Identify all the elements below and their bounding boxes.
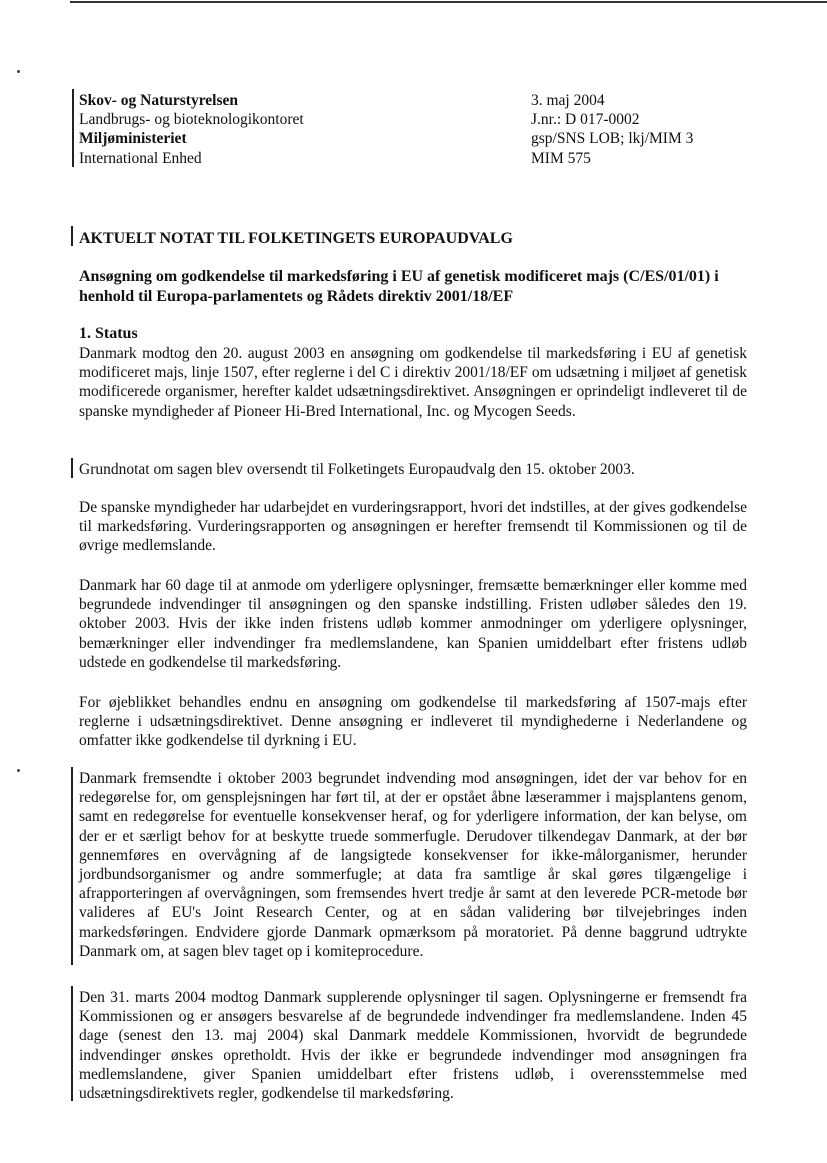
sender-unit: International Enhed (79, 149, 202, 167)
paragraph: Danmark har 60 dage til at anmode om yderligere oplysninger, fremsætte bemærkninger eller komme med begrundede indvendinger til ansøgningen og den spanske indstilling. Fristen udløber således den 19. oktober 2003. Hvis der ikke inden fristens udløb kommer anmodninger om yderligere oplysninger, bemærkninger eller indvendinger fra medlemslandene, kan Spanien umiddelbart efter fristens udløb udstede en godkendelse til markedsføring. (79, 577, 747, 671)
document-heading: AKTUELT NOTAT TIL FOLKETINGETS EUROPAUDVALG (79, 230, 513, 247)
journal-number: J.nr.: D 017-0002 (531, 111, 640, 129)
sender-agency: Skov- og Naturstyrelsen (79, 92, 239, 109)
margin-bar-header (72, 89, 74, 167)
paragraph: Den 31. marts 2004 modtog Danmark supplerende oplysninger til sagen. Oplysningerne er fremsendt fra Kommissionen og er ansøgers besvarelse af de begrundede indvendinger fra medlemslandene. Inden 45 dage (senest den 13. maj 2004) skal Danmark meddele Kommissionen, hvorvidt de begrundede indvendinger ønskes opretholdt. Hvis der ikke er begrundede indvendinger mod ansøgningen fra medlemslandene, giver Spanien umiddelbart efter fristens udløb, i overensstemmelse med udsætningsdirektivets regler, godkendelse til markedsføring. (79, 989, 747, 1103)
paragraph: De spanske myndigheder har udarbejdet en vurderingsrapport, hvori det indstilles, at der gives godkendelse til markedsføring. Vurderingsrapporten og ansøgningen er herefter fremsendt til Kommissionen og til de øvrige medlemslande. (79, 499, 747, 555)
section-title: 1. Status (79, 325, 138, 342)
scan-speck (17, 769, 20, 772)
margin-bar-indvending (71, 767, 73, 965)
scan-speck (17, 70, 20, 73)
sender-office: Landbrugs- og bioteknologikontoret (79, 111, 304, 129)
reference-block (531, 91, 811, 168)
margin-bar-supplement (71, 986, 73, 1101)
paragraph: Danmark modtog den 20. august 2003 en ansøgning om godkendelse til markedsføring i EU af genetisk modificeret majs, linje 1507, efter reglerne i del C i direktiv 2001/18/EF om udsætning i miljøet af genetisk modificerede organismer, herefter kaldet udsætningsdirektivet. Ansøgningen er oprindeligt indleveret til de spanske myndigheder af Pioneer Hi-Bred International, Inc. og Mycogen Seeds. (79, 345, 747, 420)
paragraph: Danmark fremsendte i oktober 2003 begrundet indvending mod ansøgningen, idet der var behov for en redegørelse for, om gensplejsningen har ført til, at der er opstået åbne læserammer i majsplantens genom, samt en redegørelse for eventuelle konsekvenser heraf, og for yderligere information, der kan belyse, om der er et særligt behov for at beskytte truede sommerfugle. Derudover tilkendegav Danmark, at der bør gennemføres en overvågning af de langsigtede konsekvenser for ikke-målorganismer, herunder jordbundsorganismer og andre sommerfugle; at data fra samtlige år skal gøres tilgængelige i afrapporteringen af overvågningen, som fremsendes hvert tredje år samt at den leverede PCR-metode bør valideres af EU's Joint Research Center, og at en sådan validering bør tilvejebringes inden markedsføringen. Endvidere gjorde Danmark opmærksom på moratoriet. På denne baggrund udtrykte Danmark om, at sagen blev taget op i komiteprocedure. (79, 770, 747, 960)
document-subject: Ansøgning om godkendelse til markedsføring i EU af genetisk modificeret majs (C/ES/01/01) i henhold til Europa-parlamentets og Rådets direktiv 2001/18/EF (79, 268, 719, 305)
paragraph: Grundnotat om sagen blev oversendt til Folketingets Europaudvalg den 15. oktober 2003. (79, 461, 635, 478)
mim-number: MIM 575 (531, 149, 591, 167)
scan-top-border (70, 1, 827, 3)
sender-ministry: Miljøministeriet (79, 130, 187, 148)
margin-bar-heading (71, 226, 73, 246)
sender-block (79, 91, 399, 168)
case-codes: gsp/SNS LOB; lkj/MIM 3 (531, 130, 694, 148)
margin-bar-grundnotat (71, 458, 73, 478)
document-date: 3. maj 2004 (531, 92, 605, 109)
paragraph: For øjeblikket behandles endnu en ansøgning om godkendelse til markedsføring af 1507-majs efter reglerne i udsætningsdirektivet. Denne ansøgning er indleveret til myndighederne i Nederlandene og omfatter ikke godkendelse til dyrkning i EU. (79, 694, 747, 750)
